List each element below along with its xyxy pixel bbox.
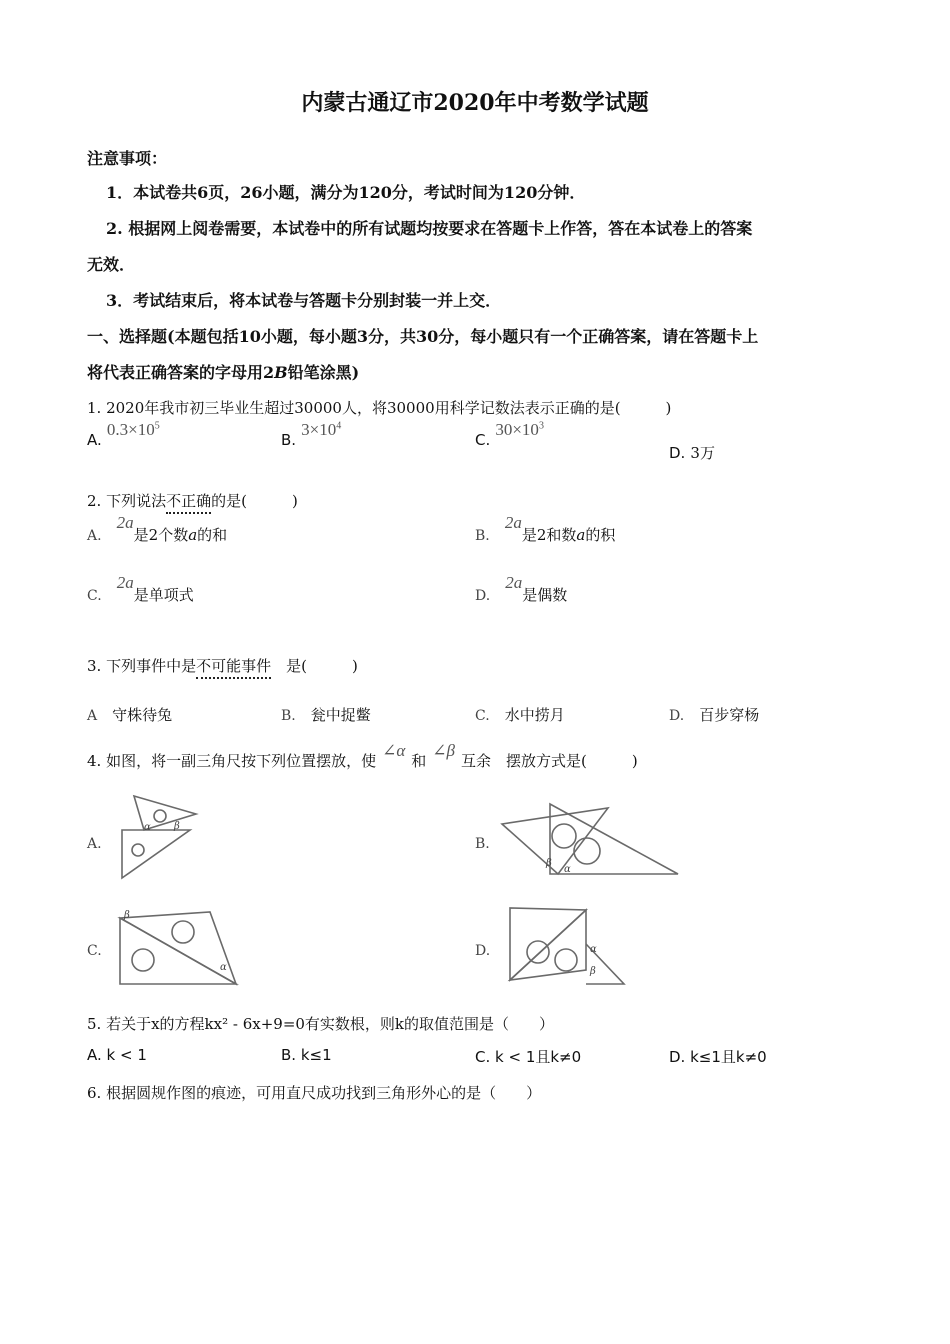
q4b-beta-label: β [546,858,552,869]
question-2-stem: 2. 下列说法不正确的是( ) [87,490,298,511]
q4a-alpha-label: α [144,822,151,833]
q4-option-c-label: C. [87,943,102,959]
q4-option-b-label: B. [475,836,490,852]
q4b-circle-right [574,838,600,864]
q4c-circle-top [172,921,194,943]
q2-option-b: B. 2a是2和数a的积 [475,513,616,544]
q4-figure-d [504,904,628,988]
q5-option-c: C. k < 1且k≠0 [475,1048,582,1066]
q2-option-a: A. 2a是2个数a的和 [87,513,228,544]
question-6-stem: 6. 根据圆规作图的痕迹，可用直尺成功找到三角形外心的是（ ） [87,1084,542,1102]
q5-option-a: A. k < 1 [87,1046,147,1064]
notice-heading: 注意事项： [87,149,168,168]
notice-item-2-line-2: 无效． [87,255,136,274]
q3-option-a: A 守株待兔 [87,706,173,724]
question-3-stem: 3. 下列事件中是不可能事件 是( ) [87,655,358,676]
question-5-stem: 5. 若关于x的方程kx² - 6x+9=0有实数根，则k的取值范围是（ ） [87,1015,555,1033]
page-title: 内蒙古通辽市2020年中考数学试题 [301,90,649,116]
q3-option-b: B. 瓮中捉鳖 [281,706,371,724]
q2-option-c: C. 2a是单项式 [87,573,194,604]
q5-option-d: D. k≤1且k≠0 [669,1048,767,1066]
q4c-circle-bottom [132,949,154,971]
q4a-beta-label: β [174,821,180,832]
question-1-stem: 1. 2020年我市初三毕业生超过30000人，将30000用科学记数法表示正确的是( ) [87,399,672,417]
notice-item-1: 1．本试卷共6页，26小题，满分为120分，考试时间为120分钟． [106,183,586,202]
q4d-alpha-label: α [590,944,597,955]
q4-figure-b [498,800,680,878]
q1-option-d: D. 3万 [669,444,715,462]
question-4-stem: 4. 如图，将一副三角尺按下列位置摆放，使∠α和∠β互余 摆放方式是( ) [87,741,638,770]
q1-option-b: B. $3\times 10^4$ [281,420,342,449]
q1-option-a: A. $0.3\times 10^5$ [87,420,160,449]
q3-option-d: D. 百步穿杨 [669,706,760,724]
q4a-circle-top [154,810,166,822]
q4-option-a-label: A. [87,836,102,852]
q4-figure-a [118,792,198,884]
q4b-alpha-label: α [564,864,571,875]
q4a-bottom-triangle [122,830,190,878]
notice-item-3: 3．考试结束后，将本试卷与答题卡分别封装一并上交． [106,291,502,310]
q1-option-c: C. $30\times 10^3$ [475,420,544,449]
section-1-heading-line-2: 将代表正确答案的字母用2B铅笔涂黑) [87,363,360,382]
q4-option-d-label: D. [475,943,491,959]
q3-option-c: C. 水中捞月 [475,706,565,724]
q4c-beta-label: β [124,910,130,921]
notice-item-2-line-1: 2. 根据网上阅卷需要，本试卷中的所有试题均按要求在答题卡上作答，答在本试卷上的答案 [106,219,753,238]
q4d-circle-right [555,949,577,971]
q4a-circle-bottom [132,844,144,856]
q4d-beta-label: β [590,966,596,977]
q4b-left-triangle [502,808,608,874]
q4c-alpha-label: α [220,962,227,973]
q4d-right-triangle [510,910,586,980]
q4-figure-c [110,904,260,988]
q2-option-d: D. 2a是偶数 [475,573,568,604]
section-1-heading-line-1: 一、选择题(本题包括10小题，每小题3分，共30分，每小题只有一个正确答案，请在答题卡上 [87,327,759,346]
q4b-circle-left [552,824,576,848]
q4d-circle-left [527,941,549,963]
q5-option-b: B. k≤1 [281,1046,332,1064]
